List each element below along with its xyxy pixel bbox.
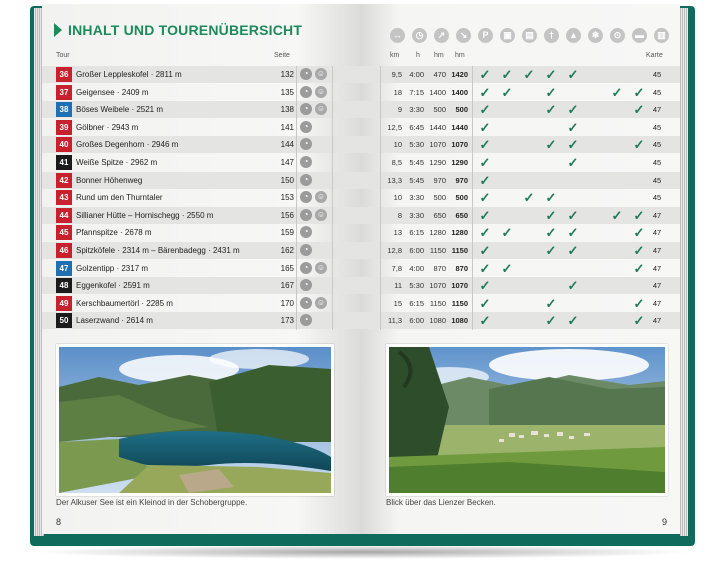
check-icon: ✓ <box>479 67 491 82</box>
column-divider <box>296 66 297 330</box>
tour-number-badge: 41 <box>56 155 72 170</box>
check-icon: ✓ <box>567 137 579 153</box>
tour-page: 135 <box>280 87 294 97</box>
check-icon: ✓ <box>567 155 579 170</box>
tour-page: 132 <box>280 70 294 79</box>
check-icon: ✓ <box>567 313 579 329</box>
tour-page: 165 <box>280 263 294 273</box>
tour-km: 8 <box>397 210 402 220</box>
tour-map-number: 45 <box>652 122 662 132</box>
check-icon: ✓ <box>479 243 491 258</box>
tour-hm-down: 1070 <box>451 140 468 150</box>
tour-km: 9 <box>397 105 402 115</box>
tour-hm-up: 1070 <box>429 281 446 291</box>
tour-map-number: 45 <box>652 87 662 97</box>
tour-name: Eggenkofel · 2591 m <box>76 281 150 291</box>
tour-name: Weiße Spitze · 2962 m <box>76 158 158 167</box>
tour-km: 11,3 <box>387 316 402 326</box>
tour-hm-up: 500 <box>433 105 446 115</box>
check-icon: ✓ <box>479 84 491 100</box>
title-marker-icon <box>54 23 62 37</box>
tour-row-details <box>360 66 680 83</box>
check-icon: ✓ <box>523 67 535 82</box>
tour-row <box>42 312 360 329</box>
difficulty-icon: ◔ <box>300 244 312 256</box>
tour-h: 6:45 <box>409 122 424 132</box>
tour-h: 3:30 <box>409 193 424 203</box>
tour-page: 150 <box>280 175 294 185</box>
tour-km: 13,3 <box>387 175 402 185</box>
tour-number-badge: 40 <box>56 137 72 152</box>
check-icon: ✓ <box>479 102 491 118</box>
tour-page: 138 <box>280 105 294 115</box>
tour-map-number: 47 <box>652 210 662 220</box>
tour-row-details <box>360 172 680 189</box>
check-icon: ✓ <box>633 295 645 311</box>
tour-row-details <box>360 119 680 136</box>
child-friendly-icon: ☺ <box>316 297 326 307</box>
tour-page: 167 <box>280 281 294 291</box>
tour-h: 3:30 <box>409 105 424 115</box>
tour-name: Kerschbaumertörl · 2285 m <box>76 298 173 308</box>
tour-row-details <box>360 101 680 118</box>
column-divider <box>472 66 473 330</box>
header-hm-down: hm <box>455 52 465 59</box>
tour-row-details <box>360 136 680 153</box>
check-icon: ✓ <box>501 84 513 100</box>
tour-km: 8,5 <box>391 158 402 167</box>
book-shadow <box>30 545 695 559</box>
tour-hm-down: 1280 <box>451 228 468 238</box>
tour-number-badge: 42 <box>56 173 72 188</box>
tour-number-badge: 49 <box>56 296 72 311</box>
check-icon: ✓ <box>545 207 557 223</box>
tour-number-badge: 37 <box>56 85 72 100</box>
difficulty-icon: ◔ <box>300 226 312 238</box>
tour-map-number: 47 <box>652 316 662 326</box>
tour-hm-down: 1070 <box>451 281 468 291</box>
tour-name: Pfannspitze · 2678 m <box>76 228 152 238</box>
parking-icon: P <box>478 28 493 43</box>
bus-icon: ▣ <box>500 28 515 43</box>
tour-page: 141 <box>280 122 294 132</box>
tour-hm-down: 500 <box>455 105 468 115</box>
check-icon: ✓ <box>479 172 491 188</box>
tour-name: Böses Weibele · 2521 m <box>76 105 164 115</box>
check-icon: ✓ <box>633 84 645 100</box>
header-km: km <box>390 52 400 59</box>
difficulty-icon: ◔ <box>300 174 312 186</box>
tour-row <box>42 295 360 312</box>
header-hm-up: hm <box>434 52 444 59</box>
tour-page: 173 <box>280 316 294 326</box>
tour-hm-down: 1420 <box>451 70 468 79</box>
tour-page: 153 <box>280 193 294 203</box>
tour-hm-up: 1080 <box>429 316 446 326</box>
tour-map-number: 45 <box>652 175 662 185</box>
tour-number-badge: 45 <box>56 225 72 240</box>
check-icon: ✓ <box>633 260 645 276</box>
tour-map-number: 47 <box>652 263 662 273</box>
check-icon: ✓ <box>479 313 491 329</box>
check-icon: ✓ <box>501 260 513 276</box>
check-icon: ✓ <box>479 225 491 241</box>
tour-row-details <box>360 84 680 101</box>
tour-hm-up: 1280 <box>429 228 446 238</box>
page-edges-right <box>680 8 688 536</box>
tour-km: 10 <box>393 140 402 150</box>
tour-km: 12,8 <box>387 246 402 255</box>
difficulty-icon: ◔ <box>300 103 312 115</box>
tour-row <box>42 172 360 189</box>
header-karte: Karte <box>646 52 663 59</box>
check-icon: ✓ <box>523 190 535 206</box>
tour-row <box>42 260 360 277</box>
check-icon: ✓ <box>567 243 579 258</box>
bike-icon: ⊙ <box>610 28 625 43</box>
caption-right: Blick über das Lienzer Becken. <box>386 498 496 507</box>
tour-km: 15 <box>393 298 402 308</box>
tour-km: 7,8 <box>391 263 402 273</box>
child-friendly-icon: ☺ <box>316 192 326 202</box>
tour-row-details <box>360 260 680 277</box>
tour-row <box>42 136 360 153</box>
tour-hm-up: 470 <box>433 70 446 79</box>
tour-row <box>42 277 360 294</box>
tour-hm-up: 650 <box>433 210 446 220</box>
check-icon: ✓ <box>633 137 645 153</box>
tour-hm-down: 870 <box>455 263 468 273</box>
check-icon: ✓ <box>545 313 557 329</box>
check-icon: ✓ <box>545 190 557 206</box>
tour-name: Golzentipp · 2317 m <box>76 263 149 273</box>
signpost-icon: ↔ <box>390 28 405 43</box>
tour-hm-down: 1290 <box>451 158 468 167</box>
photo-lienzer-becken <box>386 344 668 496</box>
check-icon: ✓ <box>479 155 491 170</box>
tour-name: Großer Leppleskofel · 2811 m <box>76 70 182 79</box>
tour-name: Großes Degenhorn · 2946 m <box>76 140 179 150</box>
page-number-left: 8 <box>56 517 62 527</box>
tour-km: 11 <box>394 281 402 291</box>
winter-icon: ❄ <box>588 28 603 43</box>
check-icon: ✓ <box>567 278 579 294</box>
header-tour: Tour <box>56 52 70 59</box>
tour-number-badge: 46 <box>56 243 72 258</box>
child-friendly-icon: ☺ <box>316 262 326 272</box>
check-icon: ✓ <box>545 137 557 153</box>
column-divider <box>380 66 381 330</box>
descent-icon: ↘ <box>456 28 471 43</box>
tour-map-number: 47 <box>652 228 662 238</box>
check-icon: ✓ <box>479 295 491 311</box>
tour-hm-down: 650 <box>455 210 468 220</box>
tour-hm-up: 500 <box>433 193 446 203</box>
difficulty-icon: ◔ <box>300 314 312 326</box>
check-icon: ✓ <box>633 225 645 241</box>
check-icon: ✓ <box>611 84 623 100</box>
check-icon: ✓ <box>611 207 623 223</box>
clock-icon: ◷ <box>412 28 427 43</box>
tour-map-number: 47 <box>652 105 662 115</box>
tour-name: Laserzwand · 2614 m <box>76 316 153 326</box>
tour-name: Geigensee · 2409 m <box>76 87 149 97</box>
check-icon: ✓ <box>545 225 557 241</box>
tour-h: 5:45 <box>409 175 424 185</box>
lake-landscape-image <box>59 347 331 493</box>
tour-map-number: 45 <box>652 140 662 150</box>
tour-h: 6:15 <box>409 298 424 308</box>
page-title: INHALT UND TOURENÜBERSICHT <box>68 22 303 38</box>
tour-km: 10 <box>393 193 402 203</box>
child-friendly-icon: ☺ <box>316 209 326 219</box>
difficulty-icon: ◔ <box>300 297 312 309</box>
tour-map-number: 47 <box>652 298 662 308</box>
difficulty-icon: ◔ <box>300 156 312 168</box>
cable-car-icon: ▤ <box>522 28 537 43</box>
check-icon: ✓ <box>567 102 579 118</box>
car-icon: ▬ <box>632 28 647 43</box>
check-icon: ✓ <box>545 84 557 100</box>
tour-hm-down: 970 <box>455 175 468 185</box>
tour-page: 147 <box>280 158 294 167</box>
tour-page: 170 <box>280 298 294 308</box>
tour-hm-down: 1400 <box>451 87 468 97</box>
check-icon: ✓ <box>633 243 645 258</box>
tour-page: 144 <box>280 140 294 150</box>
left-page <box>42 4 360 534</box>
tour-row-details <box>360 224 680 241</box>
title-bar <box>42 22 302 38</box>
check-icon: ✓ <box>567 225 579 241</box>
tour-row-details <box>360 207 680 224</box>
difficulty-icon: ◔ <box>300 279 312 291</box>
tour-row <box>42 119 360 136</box>
child-friendly-icon: ☺ <box>316 104 326 114</box>
header-seite: Seite <box>274 52 290 59</box>
tour-map-number: 45 <box>652 193 662 203</box>
difficulty-icon: ◔ <box>300 209 312 221</box>
map-icon: ▥ <box>654 28 669 43</box>
check-icon: ✓ <box>479 190 491 206</box>
tour-name: Sillianer Hütte – Hornischegg · 2550 m <box>76 210 214 220</box>
tour-number-badge: 48 <box>56 278 72 293</box>
tour-hm-up: 1070 <box>429 140 446 150</box>
tour-page: 156 <box>280 210 294 220</box>
check-icon: ✓ <box>633 207 645 223</box>
valley-landscape-image <box>389 347 665 493</box>
tour-row-details <box>360 295 680 312</box>
check-icon: ✓ <box>545 295 557 311</box>
tour-h: 5:30 <box>409 140 424 150</box>
tour-hm-up: 970 <box>433 175 446 185</box>
tour-h: 3:30 <box>409 210 424 220</box>
tour-number-badge: 44 <box>56 208 72 223</box>
check-icon: ✓ <box>501 225 513 241</box>
tour-h: 4:00 <box>409 263 424 273</box>
check-icon: ✓ <box>545 67 557 82</box>
tour-row <box>42 66 360 83</box>
check-icon: ✓ <box>479 207 491 223</box>
check-icon: ✓ <box>479 260 491 276</box>
difficulty-icon: ◔ <box>300 68 312 80</box>
caption-left: Der Alkuser See ist ein Kleinod in der Schobergruppe. <box>56 498 248 507</box>
tour-row <box>42 189 360 206</box>
difficulty-icon: ◔ <box>300 138 312 150</box>
tour-row <box>42 224 360 241</box>
tour-hm-up: 1150 <box>429 298 446 308</box>
tour-name: Rund um den Thurntaler <box>76 193 163 203</box>
check-icon: ✓ <box>633 313 645 329</box>
check-icon: ✓ <box>545 243 557 258</box>
tour-name: Spitzköfele · 2314 m – Bärenbadegg · 2431 m <box>76 246 240 255</box>
tour-map-number: 45 <box>652 70 662 79</box>
check-icon: ✓ <box>479 137 491 153</box>
summit-icon: ▲ <box>566 28 581 43</box>
tour-row <box>42 101 360 118</box>
tour-number-badge: 38 <box>56 102 72 117</box>
tour-h: 6:15 <box>409 228 424 238</box>
tour-h: 6:00 <box>409 246 424 255</box>
tour-page: 159 <box>280 228 294 238</box>
tour-km: 12,5 <box>387 122 402 132</box>
tour-hm-down: 1080 <box>451 316 468 326</box>
tour-hm-down: 1440 <box>451 122 468 132</box>
tour-page: 162 <box>280 246 294 255</box>
tour-h: 5:45 <box>409 158 424 167</box>
tour-hm-down: 1150 <box>451 298 468 308</box>
tour-row <box>42 84 360 101</box>
tour-hm-down: 500 <box>455 193 468 203</box>
difficulty-icon: ◔ <box>300 121 312 133</box>
tour-row-details <box>360 189 680 206</box>
check-icon: ✓ <box>633 102 645 118</box>
tour-h: 6:00 <box>409 316 424 326</box>
photo-alkuser-see <box>56 344 334 496</box>
tour-number-badge: 39 <box>56 120 72 135</box>
tour-number-badge: 47 <box>56 261 72 276</box>
check-icon: ✓ <box>567 207 579 223</box>
check-icon: ✓ <box>567 67 579 82</box>
child-friendly-icon: ☺ <box>316 69 326 78</box>
ascent-icon: ↗ <box>434 28 449 43</box>
difficulty-icon: ◔ <box>300 86 312 98</box>
header-h: h <box>416 52 420 59</box>
difficulty-icon: ◔ <box>300 262 312 274</box>
check-icon: ✓ <box>479 119 491 135</box>
tour-number-badge: 43 <box>56 190 72 205</box>
check-icon: ✓ <box>545 102 557 118</box>
tour-h: 7:15 <box>409 87 424 97</box>
tour-row <box>42 154 360 171</box>
tour-row <box>42 242 360 259</box>
page-number-right: 9 <box>662 517 668 527</box>
tour-map-number: 45 <box>652 158 662 167</box>
tour-h: 4:00 <box>409 70 424 79</box>
tour-hm-up: 1440 <box>429 122 446 132</box>
right-page <box>360 4 680 534</box>
tour-name: Bonner Höhenweg <box>76 175 143 185</box>
tour-row-details <box>360 154 680 171</box>
tour-number-badge: 36 <box>56 67 72 82</box>
tour-hm-down: 1150 <box>451 246 468 255</box>
child-friendly-icon: ☺ <box>316 86 326 96</box>
tour-number-badge: 50 <box>56 313 72 328</box>
tour-hm-up: 870 <box>433 263 446 273</box>
difficulty-icon: ◔ <box>300 191 312 203</box>
tour-map-number: 47 <box>652 246 662 255</box>
tour-h: 5:30 <box>409 281 424 291</box>
tour-row-details <box>360 242 680 259</box>
restaurant-icon: † <box>544 28 559 43</box>
tour-km: 13 <box>393 228 402 238</box>
tour-hm-up: 1150 <box>429 246 446 255</box>
tour-row-details <box>360 277 680 294</box>
column-divider <box>332 66 333 330</box>
tour-name: Gölbner · 2943 m <box>76 122 139 132</box>
tour-row <box>42 207 360 224</box>
check-icon: ✓ <box>501 67 513 82</box>
check-icon: ✓ <box>479 278 491 294</box>
check-icon: ✓ <box>567 119 579 135</box>
tour-km: 18 <box>393 87 402 97</box>
tour-hm-up: 1290 <box>429 158 446 167</box>
tour-km: 9,5 <box>391 70 402 79</box>
tour-map-number: 47 <box>652 281 662 291</box>
tour-hm-up: 1400 <box>429 87 446 97</box>
tour-row-details <box>360 312 680 329</box>
